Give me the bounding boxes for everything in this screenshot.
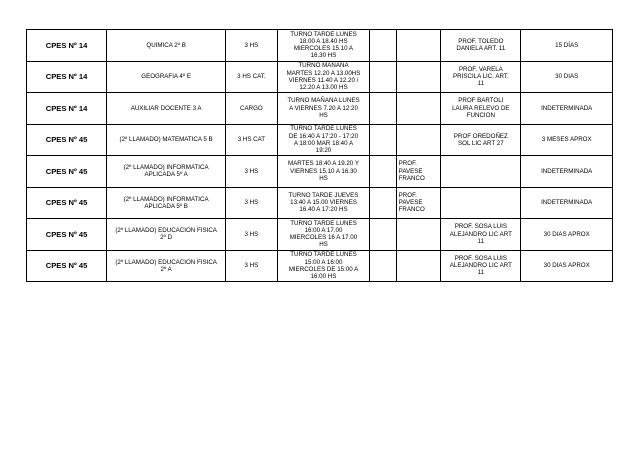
subject-cell: (2º LLAMADO) EDUCACION FISICA 2º A: [107, 250, 226, 282]
hours-cell: 3 HS: [226, 187, 278, 219]
substitute-cell: [396, 250, 441, 282]
hours-cell: 3 HS CAT.: [226, 61, 278, 93]
schedule-cell: TURNO MAÑANA MARTES 12.20 A 13.00HS VIERNES 11.40 A 12.20 / 12.20 A 13.00 HS: [277, 61, 370, 93]
hours-cell: 3 HS: [226, 30, 278, 62]
table-row: [27, 156, 613, 188]
teacher-cell: [441, 156, 521, 188]
teacher-cell: PROF. TOLEDO DANIELA ART. 11: [441, 30, 521, 62]
school-cell: CPES Nº 14: [27, 61, 107, 93]
school-cell: CPES Nº 45: [27, 219, 107, 251]
duration-cell: 3 MESES APROX: [521, 124, 613, 156]
schedule-cell: TURNO TARDE LUNES 15:00 A 16:00 MIERCOLES DE 15:00 A 16:00 HS: [277, 250, 370, 282]
subject-cell: (2º LLAMADO) INFORMATICA APLICADA 5º A: [107, 156, 226, 188]
substitute-cell: PROF. PAVESE FRANCO: [396, 156, 441, 188]
teacher-cell: PROF BARTOLI LAURA RELEVO DE FUNCION: [441, 93, 521, 125]
empty-cell: [370, 30, 396, 62]
school-cell: CPES Nº 45: [27, 124, 107, 156]
table-row: [27, 250, 613, 282]
substitute-cell: [396, 124, 441, 156]
empty-cell: [370, 219, 396, 251]
subject-cell: AUXILIAR DOCENTE 3 A: [107, 93, 226, 125]
schedule-cell: TURNO TARDE LUNES 16:00 A 17.00 MIERCOLES 16 A 17.00 HS: [277, 219, 370, 251]
teacher-cell: [441, 187, 521, 219]
empty-cell: [370, 61, 396, 93]
duration-cell: 30 DIAS APROX: [521, 219, 613, 251]
schedule-cell: TURNO TARDE LUNES DE 16:40 A 17:20 - 17:20 A 18:00 MAR 18:40 A 19:20: [277, 124, 370, 156]
school-cell: CPES Nº 45: [27, 250, 107, 282]
subject-cell: (2º LLAMADO) EDUCACION FISICA 2º D: [107, 219, 226, 251]
duration-cell: 15 DÍAS: [521, 30, 613, 62]
table-row: [27, 61, 613, 93]
hours-cell: 3 HS: [226, 156, 278, 188]
subject-cell: (2º LLAMADO) INFORMATICA APLICADA 5º B: [107, 187, 226, 219]
schedule-cell: TURNO MAÑANA LUNES A VIERNES 7.20 A 12:20 HS: [277, 93, 370, 125]
table-row: [27, 30, 613, 62]
substitute-cell: [396, 219, 441, 251]
hours-cell: 3 HS CAT: [226, 124, 278, 156]
schedule-cell: TURNO TARDE JUEVES 13:40 A 15.00 VIERNES 16.40 A 17:20 HS: [277, 187, 370, 219]
hours-cell: 3 HS: [226, 219, 278, 251]
teacher-cell: PROF. VARELA PRISCILA LIC. ART. 11: [441, 61, 521, 93]
duration-cell: INDETERMINADA: [521, 93, 613, 125]
school-cell: CPES Nº 45: [27, 187, 107, 219]
empty-cell: [370, 124, 396, 156]
subject-cell: (2º LLAMADO) MATEMATICA 5 B: [107, 124, 226, 156]
duration-cell: INDETERMINADA: [521, 187, 613, 219]
table-row: [27, 219, 613, 251]
schedule-body: [27, 30, 613, 282]
table-row: [27, 124, 613, 156]
duration-cell: INDETERMINADA: [521, 156, 613, 188]
teacher-cell: PROF OREDOÑEZ SOL LIC ART 27: [441, 124, 521, 156]
schedule-cell: MARTES 18:40 A 19.20 Y VIERNES 15.10 A 16.30 HS: [277, 156, 370, 188]
table-row: [27, 93, 613, 125]
schedule-table: [26, 29, 613, 282]
teacher-cell: PROF. SOSA LUIS ALEJANDRO LIC ART 11: [441, 250, 521, 282]
duration-cell: 30 DIAS APROX: [521, 250, 613, 282]
substitute-cell: [396, 30, 441, 62]
subject-cell: GEOGRAFIA 4º E: [107, 61, 226, 93]
hours-cell: CARGO: [226, 93, 278, 125]
table-row: [27, 187, 613, 219]
schedule-cell: TURNO TARDE LUNES 18.00 A 18.40 HS MIERCOLES 15.10 A 16.30 HS: [277, 30, 370, 62]
subject-cell: QUIMICA 2º B: [107, 30, 226, 62]
hours-cell: 3 HS: [226, 250, 278, 282]
empty-cell: [370, 187, 396, 219]
substitute-cell: [396, 93, 441, 125]
school-cell: CPES Nº 45: [27, 156, 107, 188]
school-cell: CPES Nº 14: [27, 30, 107, 62]
school-cell: CPES Nº 14: [27, 93, 107, 125]
teacher-cell: PROF. SOSA LUIS ALEJANDRO LIC ART 11: [441, 219, 521, 251]
empty-cell: [370, 156, 396, 188]
substitute-cell: PROF. PAVESE FRANCO: [396, 187, 441, 219]
empty-cell: [370, 93, 396, 125]
substitute-cell: [396, 61, 441, 93]
duration-cell: 30 DIAS: [521, 61, 613, 93]
empty-cell: [370, 250, 396, 282]
